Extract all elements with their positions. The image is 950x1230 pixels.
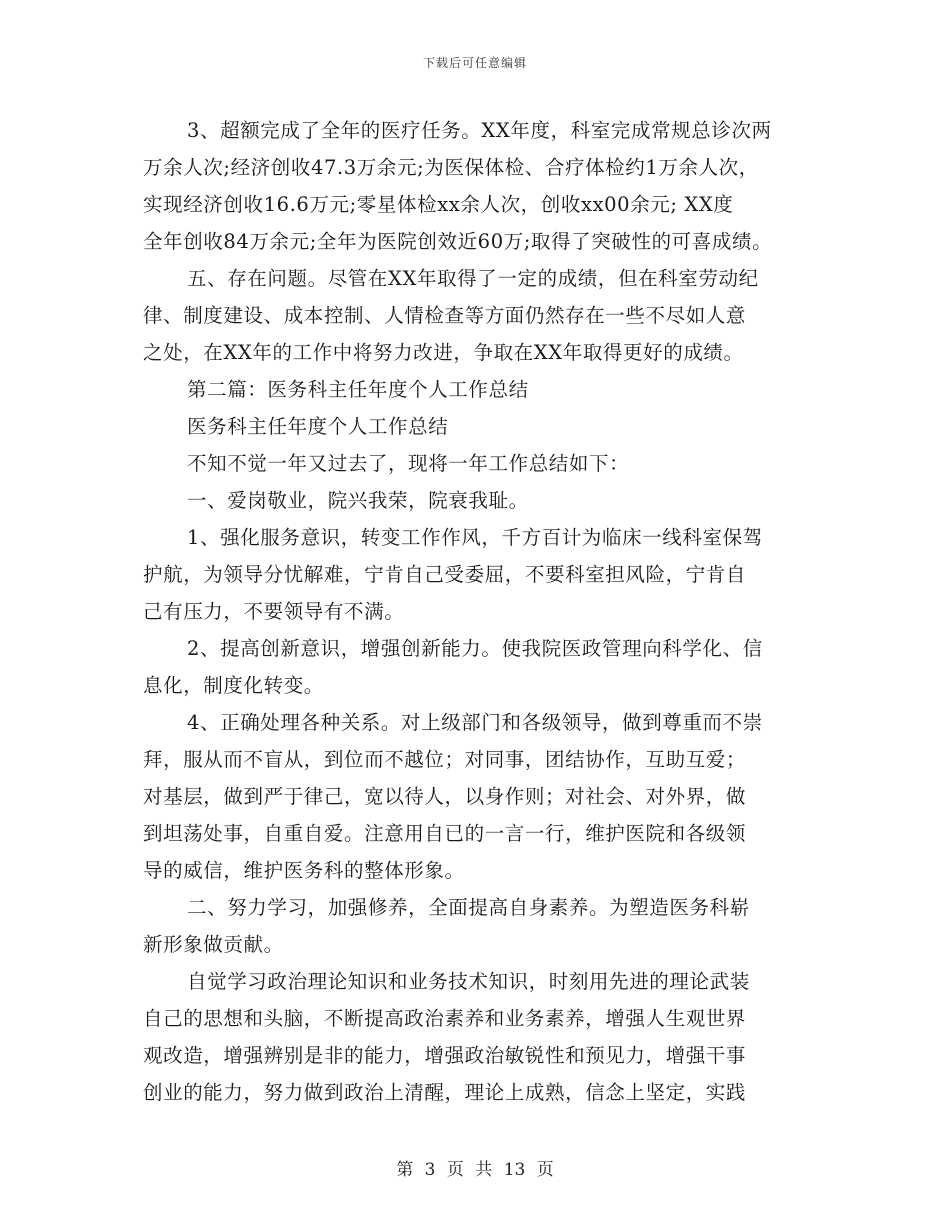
paragraph-line: 观改造，增强辨别是非的能力，增强政治敏锐性和预见力，增强干事 [143, 1044, 747, 1067]
paragraph-line: 1、强化服务意识，转变工作作风，千方百计为临床一线科室保驾 [187, 526, 763, 549]
article-title: 医务科主任年度个人工作总结 [187, 415, 449, 438]
paragraph-line: 拜，服从而不盲从，到位而不越位；对同事，团结协作，互助互爱； [143, 748, 747, 771]
paragraph-line: 3、超额完成了全年的医疗任务。XX年度，科室完成常规总诊次两 [187, 119, 772, 142]
paragraph-line: 自觉学习政治理论知识和业务技术知识，时刻用先进的理论武装 [187, 970, 750, 993]
paragraph-line: 五、存在问题。尽管在XX年取得了一定的成绩，但在科室劳动纪 [187, 267, 759, 290]
paragraph-line: 到坦荡处事，自重自爱。注意用自已的一言一行，维护医院和各级领 [143, 822, 747, 845]
paragraph-line: 实现经济创收16.6万元;零星体检xx余人次，创收xx00余元; XX度 [143, 193, 734, 216]
section-heading: 第二篇：医务科主任年度个人工作总结 [187, 378, 529, 401]
page-footer: 第 3 页 共 13 页 [396, 1160, 554, 1180]
paragraph-line: 新形象做贡献。 [143, 933, 284, 956]
paragraph-line: 之处，在XX年的工作中将努力改进，争取在XX年取得更好的成绩。 [143, 341, 744, 364]
paragraph-line: 对基层，做到严于律己，宽以待人，以身作则；对社会、对外界，做 [143, 785, 747, 808]
section-heading: 一、爱岗敬业，院兴我荣，院衰我耻。 [187, 489, 529, 512]
paragraph-line: 自己的思想和头脑，不断提高政治素养和业务素养，增强人生观世界 [143, 1007, 747, 1030]
paragraph-line: 护航，为领导分忧解难，宁肯自己受委屈，不要科室担风险，宁肯自 [143, 563, 747, 586]
paragraph-line: 不知不觉一年又过去了，现将一年工作总结如下： [187, 452, 630, 475]
page-header: 下载后可任意编辑 [422, 56, 527, 70]
section-heading: 二、努力学习，加强修养，全面提高自身素养。为塑造医务科崭 [187, 896, 750, 919]
document-body [143, 112, 823, 1111]
paragraph-line: 己有压力，不要领导有不满。 [143, 600, 405, 623]
paragraph-line: 全年创收84万余元;全年为医院创效近60万;取得了突破性的可喜成绩。 [143, 230, 773, 253]
paragraph-line: 万余人次;经济创收47.3万余元;为医保体检、合疗体检约1万余人次， [143, 156, 759, 179]
paragraph-line: 4、正确处理各种关系。对上级部门和各级领导，做到尊重而不崇 [187, 711, 763, 734]
paragraph-line: 导的威信，维护医务科的整体形象。 [143, 859, 465, 882]
paragraph-line: 创业的能力，努力做到政治上清醒，理论上成熟，信念上坚定，实践 [143, 1081, 747, 1104]
paragraph-line: 2、提高创新意识，增强创新能力。使我院医政管理向科学化、信 [187, 637, 763, 660]
paragraph-line: 息化，制度化转变。 [143, 674, 324, 697]
paragraph-line: 律、制度建设、成本控制、人情检查等方面仍然存在一些不尽如人意 [143, 304, 747, 327]
